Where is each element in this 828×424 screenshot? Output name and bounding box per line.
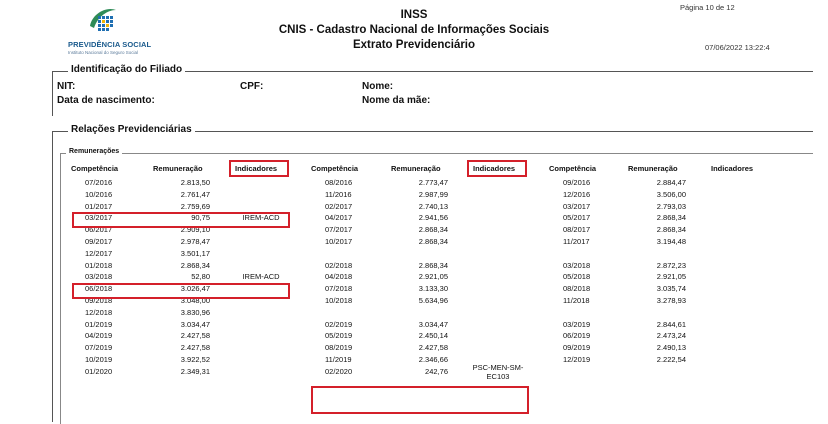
logo-subtitle: Instituto Nacional do Seguro Social xyxy=(68,50,139,55)
nome-label: Nome: xyxy=(362,81,394,92)
remuneracao-cell: 2.813,50 xyxy=(180,178,210,187)
remuneracao-cell: 2.868,34 xyxy=(180,260,210,270)
competencia-cell: 08/2018 xyxy=(563,284,591,294)
remuneracao-cell: 2.987,99 xyxy=(418,189,448,199)
highlight-header-indicadores-2 xyxy=(467,160,527,177)
competencia-cell: 10/2019 xyxy=(85,355,113,364)
competencia-cell: 08/2017 xyxy=(563,225,591,235)
indicador-cell-line2: EC103 xyxy=(486,371,510,381)
competencia-cell: 11/2017 xyxy=(563,237,590,246)
competencia-cell: 09/2017 xyxy=(85,237,113,246)
remuneracao-cell: 2.490,13 xyxy=(656,343,686,353)
competencia-cell: 11/2019 xyxy=(325,355,352,364)
competencia-cell: 06/2017 xyxy=(85,225,113,235)
indicador-cell: PSC-MEN-SM- xyxy=(472,362,524,372)
page-subtitle: CNIS - Cadastro Nacional de Informações Sociais xyxy=(278,24,550,36)
competencia-cell: 07/2019 xyxy=(85,343,113,353)
competencia-cell: 10/2018 xyxy=(325,296,353,305)
remuneracao-cell: 2.222,54 xyxy=(656,355,686,364)
competencia-cell: 09/2019 xyxy=(563,343,591,353)
remuneracao-cell: 2.868,34 xyxy=(418,237,448,246)
remuneracao-cell: 2.427,58 xyxy=(418,343,448,353)
remuneracao-cell: 3.048,00 xyxy=(180,296,210,305)
remuneracao-cell: 52,80 xyxy=(191,272,210,282)
indicador-cell: IREM-ACD xyxy=(242,213,280,223)
relacoes-section-title: Relações Previdenciárias xyxy=(68,124,195,135)
competencia-cell: 05/2019 xyxy=(325,331,353,341)
remuneracao-cell: 3.194,48 xyxy=(656,237,686,246)
remuneracao-cell: 2.473,24 xyxy=(656,331,686,341)
competencia-cell: 04/2019 xyxy=(85,331,113,341)
logo-name: PREVIDÊNCIA SOCIAL xyxy=(68,40,152,49)
header-indicadores-2: Indicadores xyxy=(473,164,516,173)
remuneracao-cell: 2.872,23 xyxy=(656,260,686,270)
remuneracao-cell: 2.868,34 xyxy=(418,225,448,235)
remuneracao-cell: 2.740,13 xyxy=(418,201,448,211)
competencia-cell: 03/2018 xyxy=(85,272,113,282)
header-remuneracao-3: Remuneração xyxy=(628,164,678,173)
highlight-row-03-2017 xyxy=(72,212,290,228)
competencia-cell: 02/2017 xyxy=(325,201,353,211)
header-competencia-3: Competência xyxy=(549,164,597,173)
remuneracao-cell: 3.278,93 xyxy=(656,296,686,305)
competencia-cell: 06/2019 xyxy=(563,331,591,341)
remuneracao-cell: 5.634,96 xyxy=(418,296,448,305)
remuneracao-cell: 2.909,10 xyxy=(180,225,210,235)
filiado-section xyxy=(52,71,813,116)
competencia-cell: 08/2016 xyxy=(325,178,353,187)
remuneracao-cell: 2.978,47 xyxy=(180,237,210,246)
remuneracao-cell: 2.346,66 xyxy=(418,355,448,364)
competencia-cell: 05/2018 xyxy=(563,272,591,282)
remuneracao-cell: 2.941,56 xyxy=(418,213,448,223)
nascimento-label: Data de nascimento: xyxy=(57,95,155,106)
header-competencia-1: Competência xyxy=(71,164,119,173)
remuneracao-cell: 2.759,69 xyxy=(180,201,210,211)
competencia-cell: 04/2017 xyxy=(325,213,353,223)
remuneracao-cell: 2.761,47 xyxy=(180,189,210,199)
competencia-cell: 11/2016 xyxy=(325,189,352,199)
competencia-cell: 09/2016 xyxy=(563,178,591,187)
remuneracao-cell: 2.349,31 xyxy=(180,366,210,376)
highlight-row-03-2018 xyxy=(72,283,290,299)
competencia-cell: 10/2017 xyxy=(325,237,353,246)
header-indicadores-1: Indicadores xyxy=(235,164,278,173)
header-indicadores-3: Indicadores xyxy=(711,164,754,173)
competencia-cell: 02/2019 xyxy=(325,319,353,329)
header-remuneracao-1: Remuneração xyxy=(153,164,203,173)
competencia-cell: 06/2018 xyxy=(85,284,113,294)
indicador-cell: IREM-ACD xyxy=(242,272,280,282)
header-remuneracao-2: Remuneração xyxy=(391,164,441,173)
remuneracao-cell: 2.868,34 xyxy=(418,260,448,270)
remuneracao-cell: 3.035,74 xyxy=(656,284,686,294)
remuneracao-cell: 2.868,34 xyxy=(656,225,686,235)
competencia-cell: 01/2019 xyxy=(85,319,113,329)
competencia-cell: 12/2019 xyxy=(563,355,591,364)
remuneracao-cell: 2.427,58 xyxy=(180,343,210,353)
remuneracao-cell: 3.922,52 xyxy=(180,355,210,364)
remuneracao-cell: 2.884,47 xyxy=(656,178,686,187)
competencia-cell: 11/2018 xyxy=(563,296,590,305)
competencia-cell: 04/2018 xyxy=(325,272,353,282)
competencia-cell: 03/2019 xyxy=(563,319,591,329)
competencia-cell: 07/2017 xyxy=(325,225,353,235)
competencia-cell: 05/2017 xyxy=(563,213,591,223)
remuneracoes-title: Remunerações xyxy=(66,148,122,155)
competencia-cell: 12/2018 xyxy=(85,307,113,317)
competencia-cell: 03/2017 xyxy=(563,201,591,211)
remuneracao-cell: 3.034,47 xyxy=(418,319,448,329)
document-title: Extrato Previdenciário xyxy=(352,39,476,51)
filiado-section-title: Identificação do Filiado xyxy=(68,64,185,75)
competencia-cell: 12/2017 xyxy=(85,248,113,258)
header-competencia-2: Competência xyxy=(311,164,359,173)
nit-label: NIT: xyxy=(57,81,76,92)
highlight-row-02-2020 xyxy=(311,386,529,414)
competencia-cell: 02/2018 xyxy=(325,260,353,270)
competencia-cell: 01/2020 xyxy=(85,366,113,376)
remuneracao-cell: 2.450,14 xyxy=(418,331,448,341)
competencia-cell: 03/2018 xyxy=(563,260,591,270)
competencia-cell: 08/2019 xyxy=(325,343,353,353)
remuneracao-cell: 3.501,17 xyxy=(180,248,210,258)
remuneracao-cell: 90,75 xyxy=(191,213,210,223)
remuneracao-cell: 3.034,47 xyxy=(180,319,210,329)
competencia-cell: 07/2018 xyxy=(325,284,353,294)
competencia-cell: 07/2016 xyxy=(85,178,113,187)
competencia-cell: 12/2016 xyxy=(563,189,591,199)
remuneracao-cell: 2.844,61 xyxy=(656,319,686,329)
remuneracao-cell: 3.026,47 xyxy=(180,284,210,294)
remuneracao-cell: 2.921,05 xyxy=(656,272,686,282)
remuneracao-cell: 2.427,58 xyxy=(180,331,210,341)
remuneracao-cell: 2.773,47 xyxy=(418,178,448,187)
remuneracao-cell: 3.506,00 xyxy=(656,189,686,199)
remuneracao-cell: 242,76 xyxy=(425,366,448,376)
remuneracao-cell: 2.921,05 xyxy=(418,272,448,282)
competencia-cell: 01/2017 xyxy=(85,201,113,211)
highlight-header-indicadores-1 xyxy=(229,160,289,177)
competencia-cell: 09/2018 xyxy=(85,296,113,305)
generated-datetime: 07/06/2022 13:22:4 xyxy=(705,43,770,52)
nome-mae-label: Nome da mãe: xyxy=(362,95,431,106)
competencia-cell: 03/2017 xyxy=(85,213,113,223)
remuneracao-cell: 3.133,30 xyxy=(418,284,448,294)
remuneracao-cell: 2.868,34 xyxy=(656,213,686,223)
page-title: INSS xyxy=(400,9,428,21)
remuneracao-cell: 2.793,03 xyxy=(656,201,686,211)
competencia-cell: 10/2016 xyxy=(85,189,113,199)
page-number: Página 10 de 12 xyxy=(680,3,735,12)
competencia-cell: 01/2018 xyxy=(85,260,113,270)
competencia-cell: 02/2020 xyxy=(325,366,353,376)
remuneracao-cell: 3.830,96 xyxy=(180,307,210,317)
cpf-label: CPF: xyxy=(240,81,264,92)
